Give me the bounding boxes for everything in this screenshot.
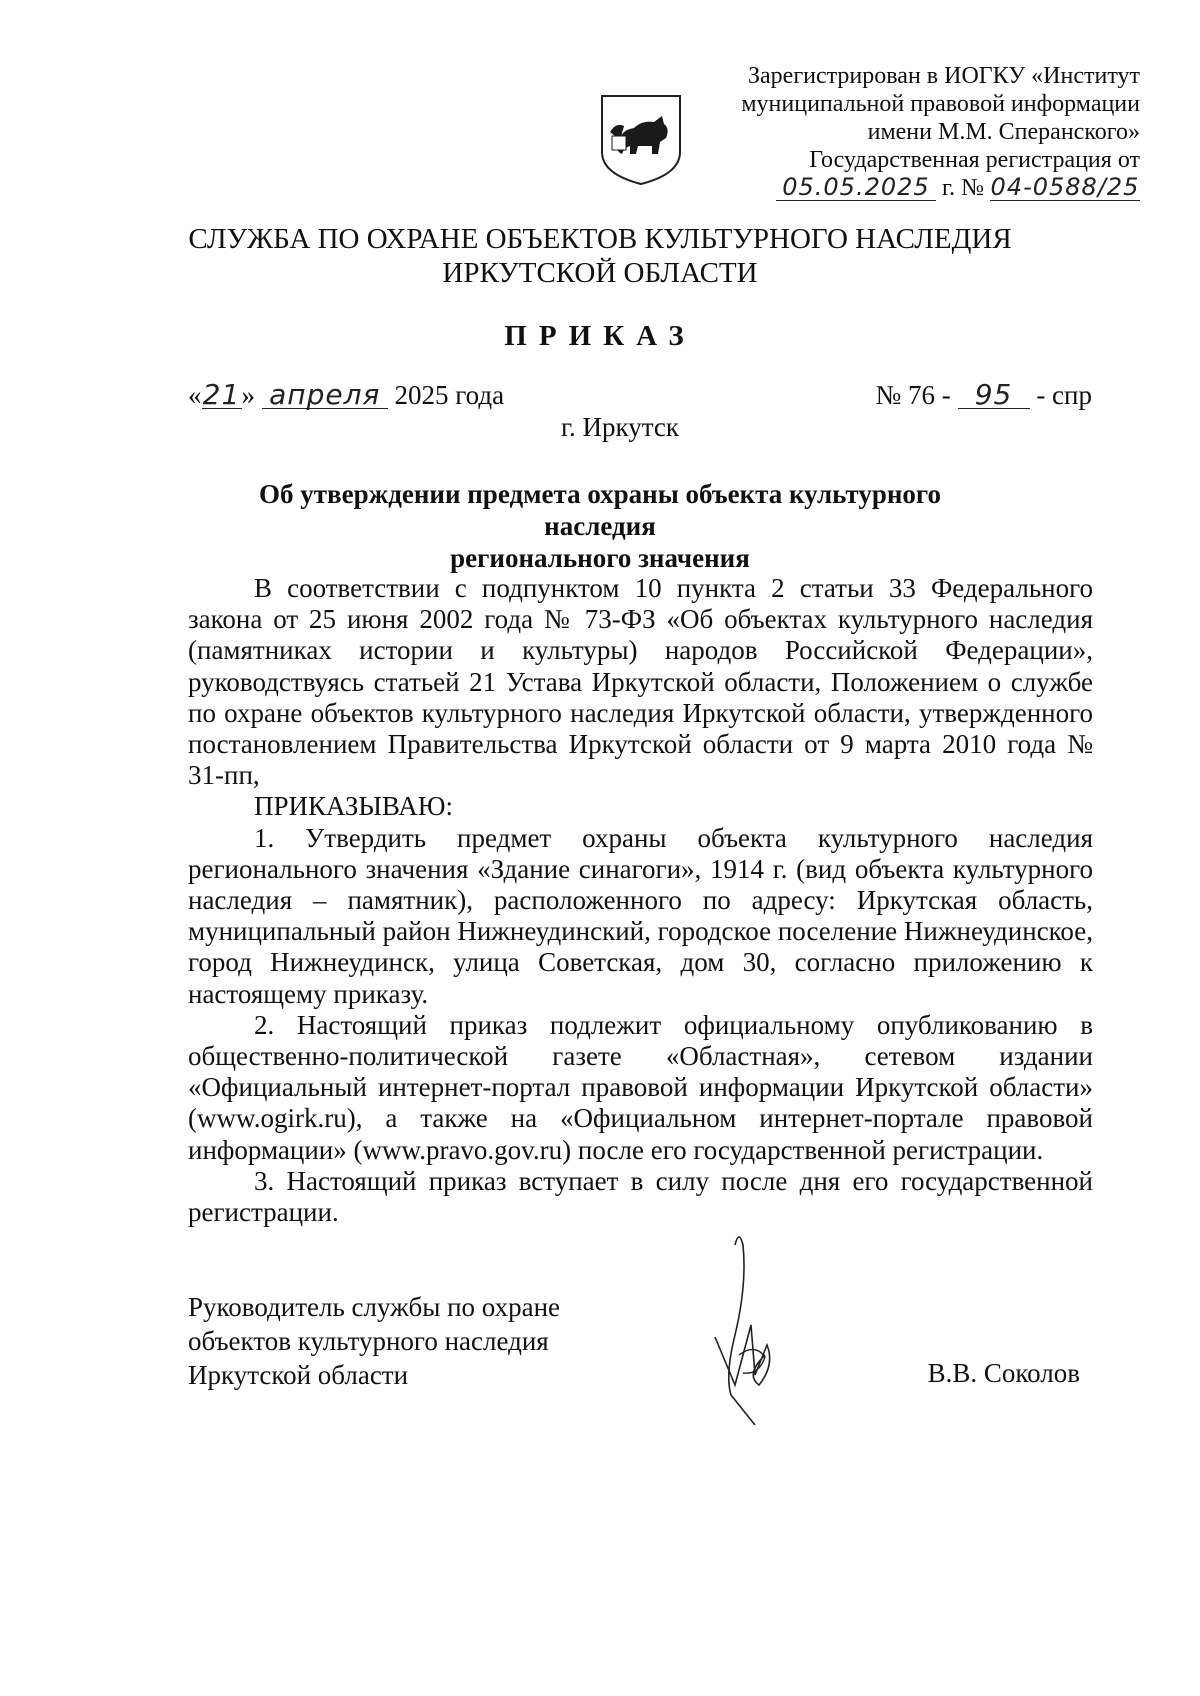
order-number-value: 95 bbox=[958, 382, 1030, 409]
registration-date: 05.05.2025 bbox=[776, 174, 936, 201]
order-item-2: 2. Настоящий приказ подлежит официальному опубликованию в общественно-политической газете «Областная», сетевом издании «Официальный интернет-портал правовой информации Иркутской области» (www.ogirk.ru), а также на «Официальном интернет-портале правовой информации» (www.pravo.gov.ru) после его государственной регистрации. bbox=[188, 1009, 1093, 1165]
registration-line: Зарегистрирован в ИОГКУ «Институт bbox=[747, 63, 1140, 89]
date-close-quote: » bbox=[241, 380, 255, 410]
order-subject bbox=[200, 478, 1000, 574]
order-item-1: 1. Утвердить предмет охраны объекта культурного наследия регионального значения «Здание синагоги», 1914 г. (вид объекта культурного наследия – памятник), расположенного по адресу: Иркутская область, муниципальный район Нижнеудинский, городское поселение Нижнеудинское, город Нижнеудинск, улица Советская, дом 30, согласно приложению к настоящему приказу. bbox=[188, 822, 1093, 1009]
order-body bbox=[188, 573, 1093, 1228]
city: г. Иркутск bbox=[561, 412, 679, 442]
registration-line: Государственная регистрация от bbox=[809, 147, 1140, 173]
order-number-suffix: - спр bbox=[1036, 380, 1092, 410]
date-month: апреля bbox=[262, 382, 388, 409]
registration-number-line bbox=[640, 174, 1140, 202]
signatory-name: В.В. Соколов bbox=[927, 1358, 1080, 1388]
registration-line: муниципальной правовой информации bbox=[741, 91, 1140, 117]
order-item-3: 3. Настоящий приказ вступает в силу после дня его государственной регистрации. bbox=[188, 1165, 1093, 1228]
signatory-title-line: Иркутской области bbox=[188, 1360, 409, 1390]
handwritten-signature bbox=[695, 1225, 835, 1430]
document-type: ПРИКАЗ bbox=[504, 320, 696, 352]
registration-year-suffix: г. № bbox=[941, 175, 984, 201]
date-open-quote: « bbox=[188, 380, 202, 410]
order-word: ПРИКАЗЫВАЮ: bbox=[254, 791, 453, 822]
order-number bbox=[876, 380, 1092, 411]
signatory-title-line: объектов культурного наследия bbox=[188, 1326, 549, 1356]
registration-block bbox=[640, 62, 1140, 202]
order-number-prefix: № 76 - bbox=[875, 380, 951, 410]
date-year: 2025 года bbox=[394, 380, 505, 410]
order-subject-line: регионального значения bbox=[450, 543, 750, 573]
agency-title bbox=[180, 222, 1020, 290]
order-date bbox=[188, 380, 504, 411]
signatory-title-line: Руководитель службы по охране bbox=[188, 1292, 561, 1322]
order-subject-line: Об утверждении предмета охраны объекта культурного наследия bbox=[259, 479, 941, 541]
registration-line: имени М.М. Сперанского» bbox=[867, 119, 1140, 145]
signatory-title bbox=[188, 1290, 560, 1392]
agency-title-line: ИРКУТСКОЙ ОБЛАСТИ bbox=[442, 257, 758, 289]
date-day: 21 bbox=[202, 378, 241, 411]
registration-number: 04-0588/25 bbox=[990, 173, 1140, 201]
preamble-paragraph: В соответствии с подпунктом 10 пункта 2 статьи 33 Федерального закона от 25 июня 2002 года № 73-ФЗ «Об объектах культурного наследия (памятниках истории и культуры) народов Российской Федерации», руководствуясь статьей 21 Устава Иркутской области, Положением о службе по охране объектов культурного наследия Иркутской области, утвержденного постановлением Правительства Иркутской области от 9 марта 2010 года № 31-пп, bbox=[188, 573, 1093, 791]
agency-title-line: СЛУЖБА ПО ОХРАНЕ ОБЪЕКТОВ КУЛЬТУРНОГО НАСЛЕДИЯ bbox=[188, 223, 1012, 255]
